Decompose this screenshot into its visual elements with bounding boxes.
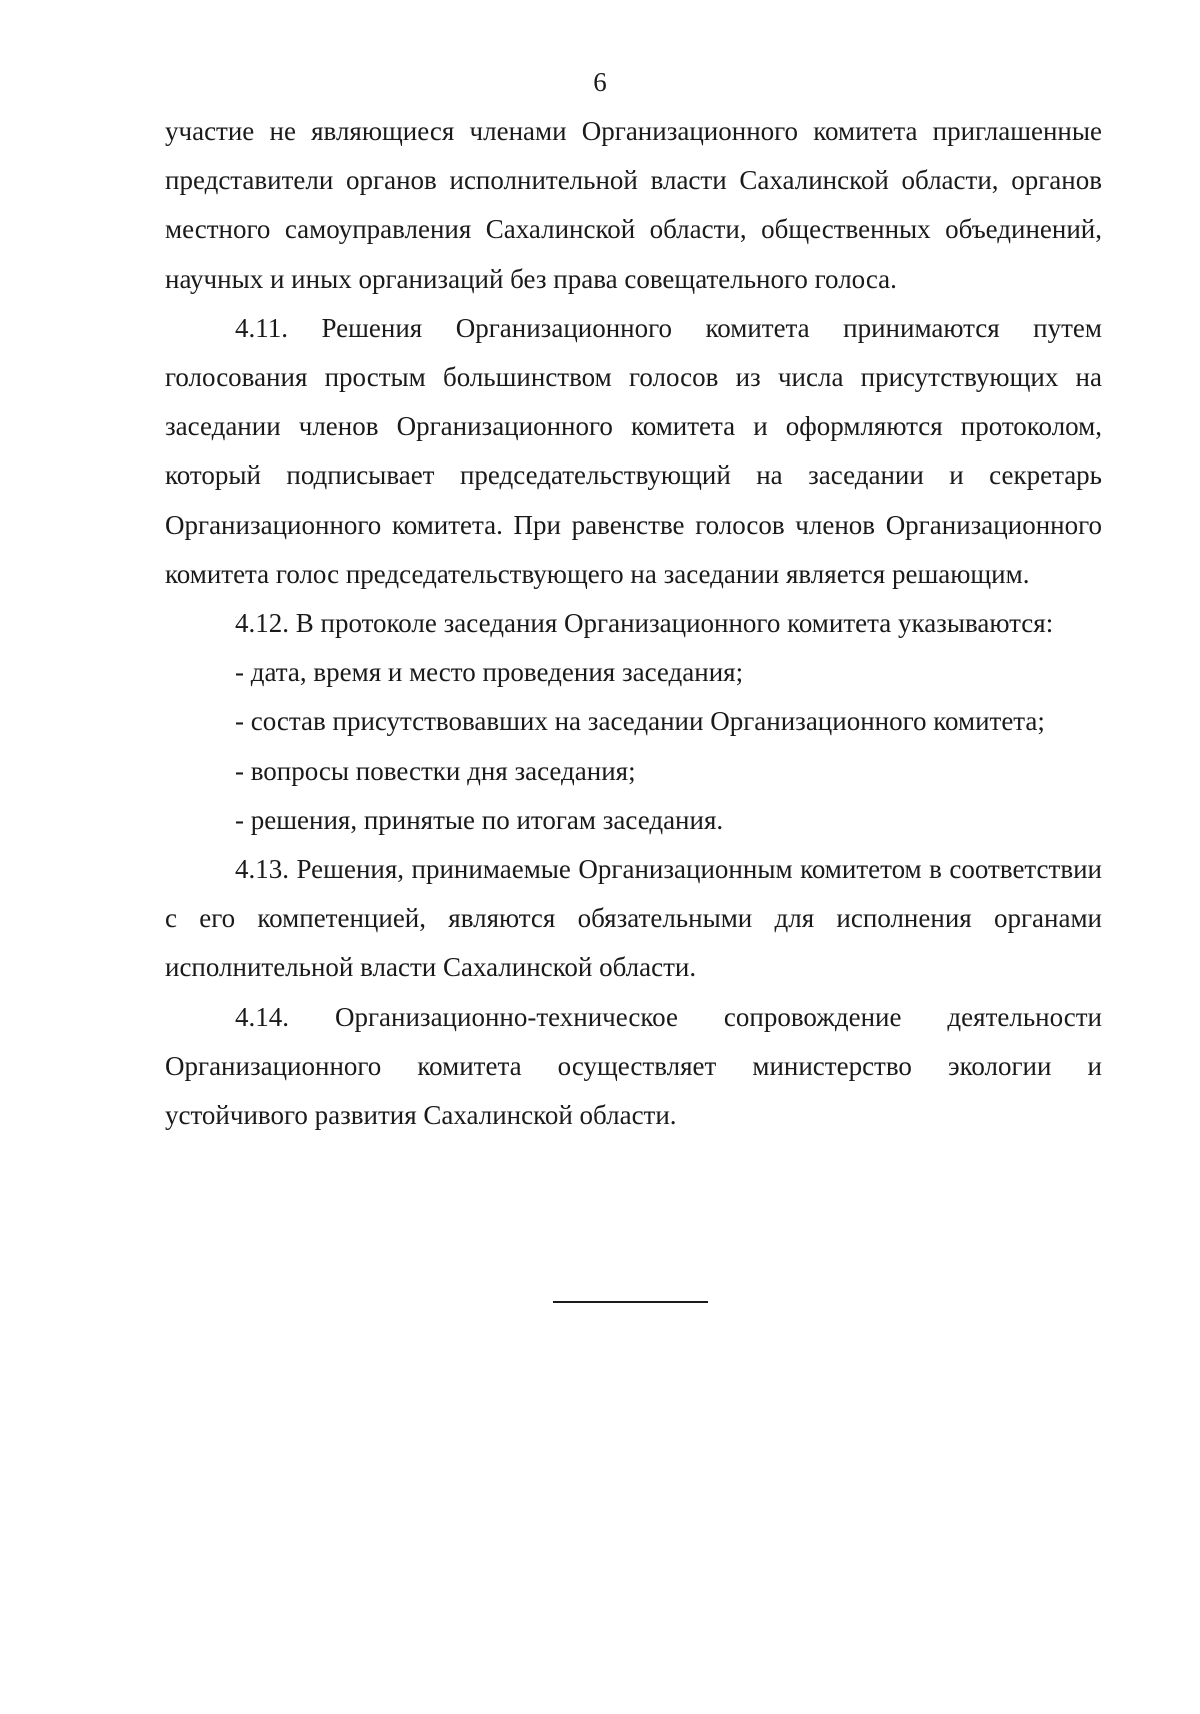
paragraph-continuation: участие не являющиеся членами Организационного комитета приглашенные представители органов исполнительной власти Сахалинской области, органов местного самоуправления Сахалинской области, общественных объединений, научных и иных организаций без права совещательного голоса.	[165, 116, 1102, 294]
end-separator-line	[553, 1301, 708, 1303]
paragraph-4-11: 4.11. Решения Организационного комитета принимаются путем голосования простым большинством голосов из числа присутствующих на заседании членов Организационного комитета и оформляются протоколом, который подписывает председательствующий на заседании и секретарь Организационного комитета. При равенстве голосов членов Организационного комитета голос председательствующего на заседании является решающим.	[165, 312, 1102, 589]
page-number: 6	[593, 67, 607, 97]
list-item: - вопросы повестки дня заседания;	[235, 755, 636, 786]
document-body	[165, 107, 1102, 1140]
paragraph-4-14: 4.14. Организационно-техническое сопровождение деятельности Организационного комитета осуществляет министерство экологии и устойчивого развития Сахалинской области.	[165, 1001, 1102, 1131]
list-item: - дата, время и место проведения заседания;	[235, 657, 744, 688]
paragraph-4-13: 4.13. Решения, принимаемые Организационным комитетом в соответствии с его компетенцией, являются обязательными для исполнения органами исполнительной власти Сахалинской области.	[165, 854, 1102, 983]
list-item: - состав присутствовавших на заседании Организационного комитета;	[235, 706, 1045, 737]
list-item: - решения, принятые по итогам заседания.	[235, 804, 724, 835]
paragraph-4-12: 4.12. В протоколе заседания Организационного комитета указываются:	[235, 608, 1054, 639]
